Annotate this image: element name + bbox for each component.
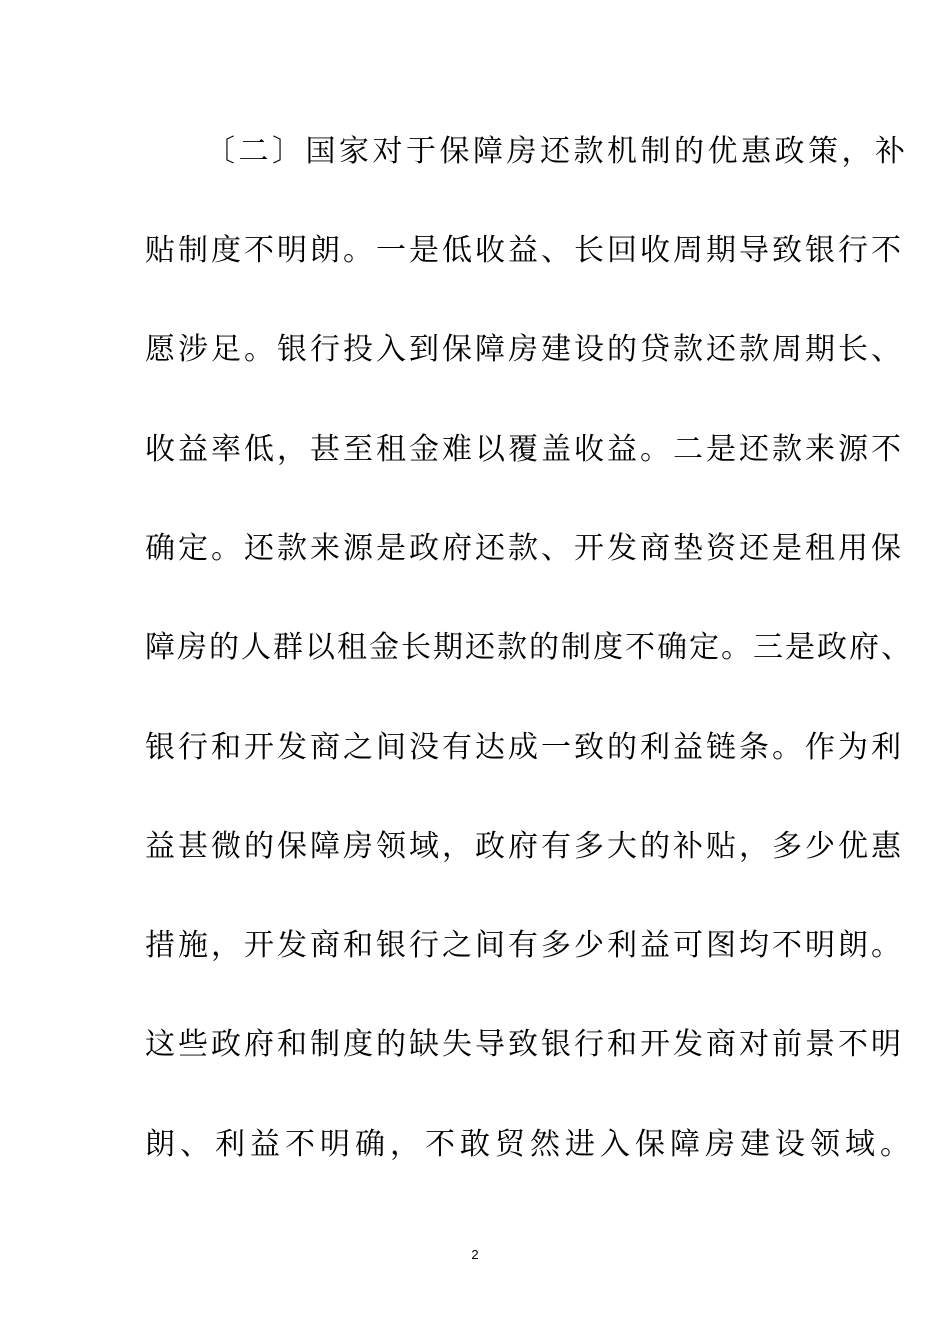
paragraph-line-1: 〔二〕国家对于保障房还款机制的优惠政策，补: [205, 134, 909, 169]
paragraph-line-7: 银行和开发商之间没有达成一致的利益链条。作为利: [145, 730, 904, 765]
paragraph-line-9: 措施，开发商和银行之间有多少利益可图均不明朗。: [145, 928, 904, 963]
page-number: 2: [471, 1247, 479, 1262]
paragraph-line-4: 收益率低，甚至租金难以覆盖收益。二是还款来源不: [145, 432, 904, 467]
paragraph-line-10: 这些政府和制度的缺失导致银行和开发商对前景不明: [145, 1027, 904, 1062]
paragraph-line-2: 贴制度不明朗。一是低收益、长回收周期导致银行不: [145, 233, 904, 268]
paragraph-line-5: 确定。还款来源是政府还款、开发商垫资还是租用保: [145, 531, 904, 566]
paragraph-line-3: 愿涉足。银行投入到保障房建设的贷款还款周期长、: [145, 332, 904, 367]
paragraph-line-6: 障房的人群以租金长期还款的制度不确定。三是政府、: [145, 630, 913, 665]
paragraph-line-8: 益甚微的保障房领域，政府有多大的补贴，多少优惠: [145, 829, 904, 864]
paragraph-line-11: 朗、利益不明确，不敢贸然进入保障房建设领域。: [145, 1127, 915, 1162]
